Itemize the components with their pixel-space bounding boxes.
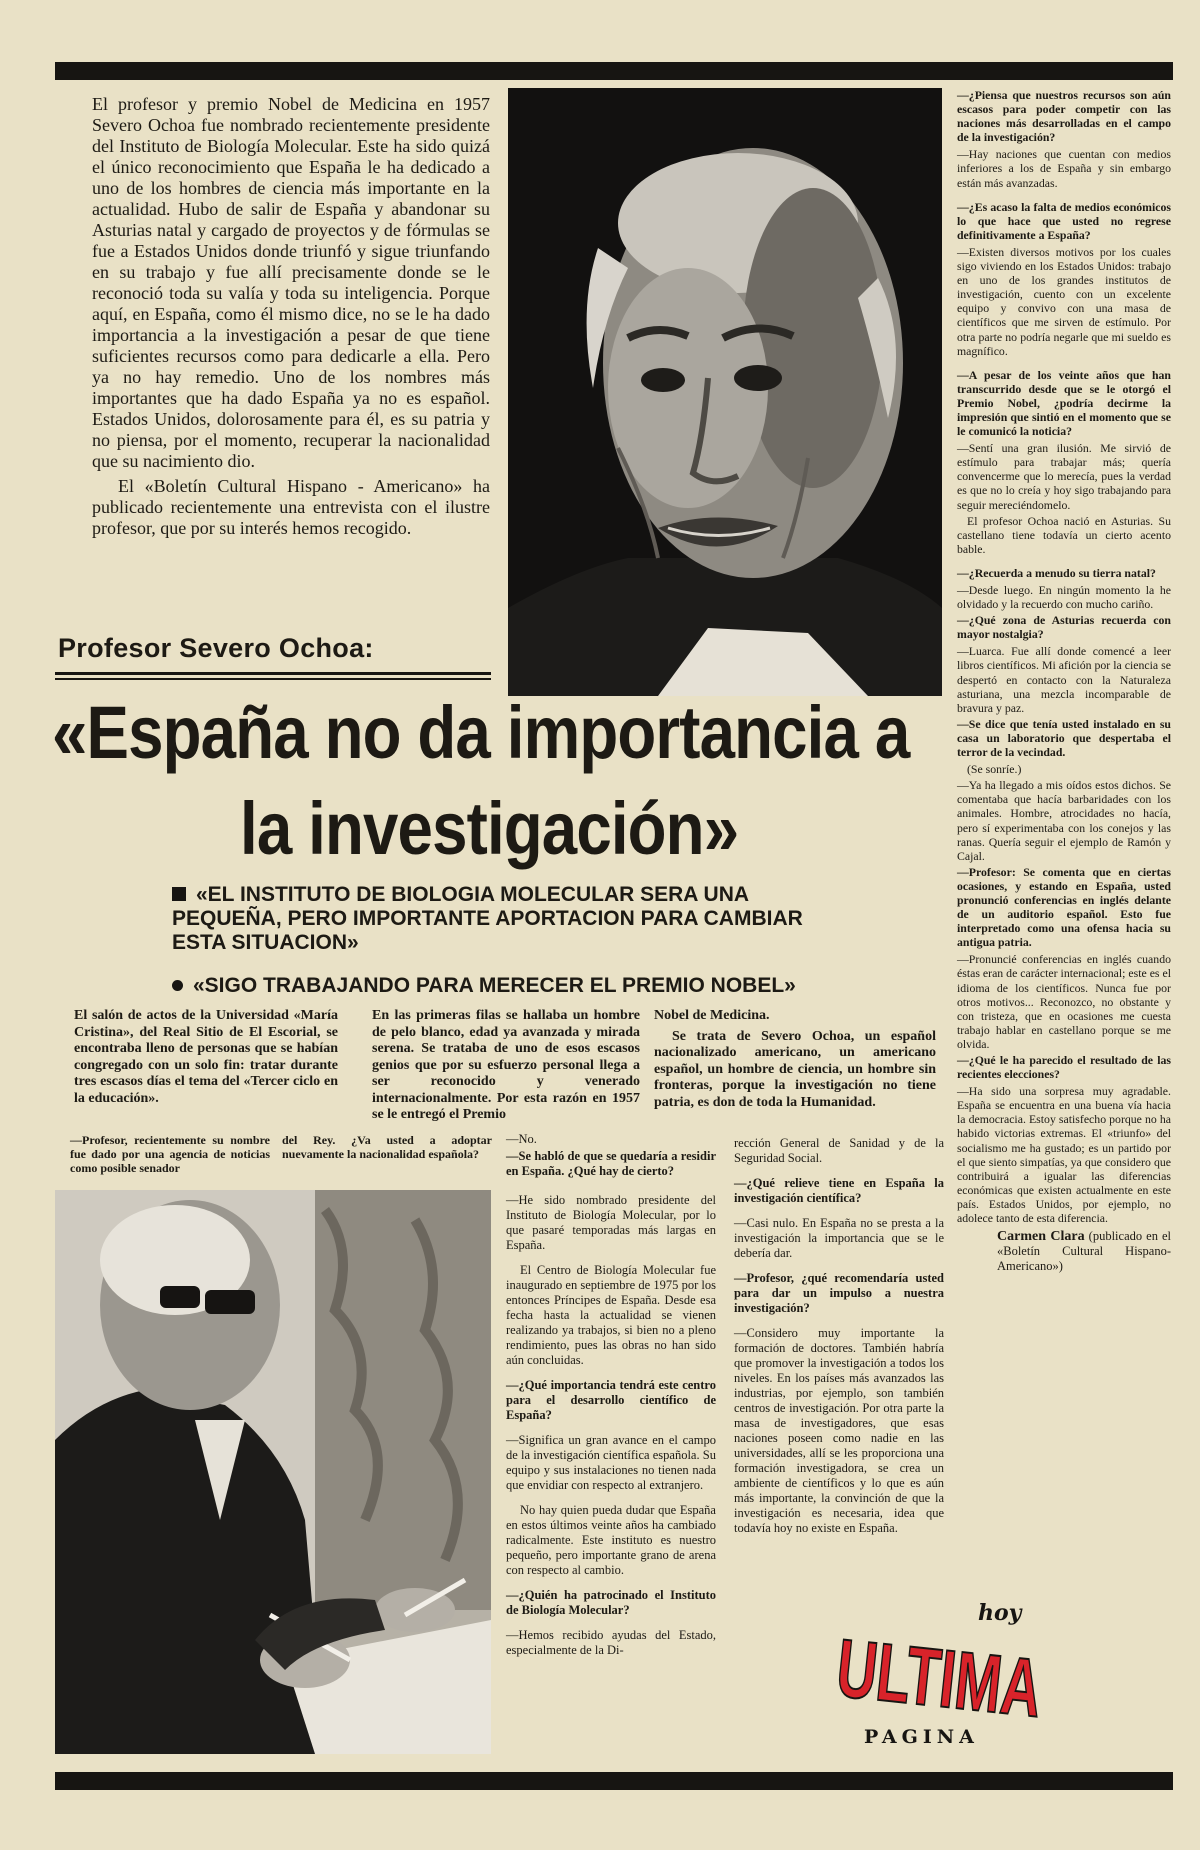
far-a2: —Existen diversos motivos por los cuales sigo viviendo en los Estados Unidos: trabajo en uno de los grandes institutos de investigación, cuento con un excelente equipo y convivo con una masa de científicos que me sirven de estímulo. Por otra parte no podría negarle que mi sueldo es magnífico. bbox=[957, 244, 1171, 358]
far-a3b: El profesor Ochoa nació en Asturias. Su castellano tiene todavía un cierto acento bable. bbox=[957, 513, 1171, 556]
ultima-hoy-logo bbox=[830, 1598, 1060, 1748]
logo-pagina: PAGINA bbox=[864, 1726, 979, 1748]
deck-1 bbox=[172, 883, 842, 955]
deck-2 bbox=[172, 974, 852, 998]
far-q6: —Se dice que tenía usted instalado en su casa un laboratorio que despertaba el terror de la vecindad. bbox=[957, 716, 1171, 760]
far-q5: —¿Qué zona de Asturias recuerda con mayor nostalgia? bbox=[957, 613, 1171, 642]
headline-line-1: «España no da importancia a bbox=[52, 691, 910, 774]
answer-patrocinio: —Hemos recibido ayudas del Estado, especialmente de la Di- bbox=[506, 1628, 716, 1657]
answer-recomendacion: —Considero muy importante la formación de doctores. También habría que promover la investigación a todos los niveles. En los países más avanzados las industrias, por ejemplo, son también centros de investigación. Por otra parte la masa de investigadores, que esas naciones poseen como nadie en las universidades, allí se les proporciona una formación investigadora, se crea un ambiente de científicos y lo que es aún más importante, la convinción de que la investigación es necesaria, idea que todavía hoy no existe en España. bbox=[734, 1326, 944, 1535]
text-centro: El Centro de Biología Molecular fue inaugurado en septiembre de 1975 por los entonces Príncipes de España. Desde esa fecha hasta la actualidad se vienen realizando ya trabajos, si bien no a pleno rendimiento, pues las obras no han sido aún concluidas. bbox=[506, 1263, 716, 1367]
answer-patrocinio-cont: rección General de Sanidad y de la Seguridad Social. bbox=[734, 1136, 944, 1165]
far-q4: —¿Recuerda a menudo su tierra natal? bbox=[957, 565, 1156, 580]
deck-2-text: «SIGO TRABAJANDO PARA MERECER EL PREMIO NOBEL» bbox=[193, 974, 796, 997]
intro-col-3-b: Se trata de Severo Ochoa, un español nacionalizado americano, un americano español, un hombre de ciencia, un hombre sin fronteras, porque la investigación no tiene patria, es don de toda la Humanidad. bbox=[654, 1028, 936, 1110]
logo-hoy: hoy bbox=[978, 1600, 1022, 1626]
far-a1: —Hay naciones que cuentan con medios inferiores a los de España y sin embargo están más avanzadas. bbox=[957, 147, 1171, 190]
far-a3: —Sentí una gran ilusión. Me sirvió de estímulo para trabajar más; quería convencerme que lo merecía, pues la verdad es que no lo creía y hoy sigo trabajando para seguir mereciéndomelo. bbox=[957, 441, 1171, 512]
far-q1: —¿Piensa que nuestros recursos son aún escasos para poder competir con las naciones más desarrolladas en el campo de la investigación? bbox=[957, 88, 1171, 145]
column-middle bbox=[506, 1132, 716, 1668]
question-patrocinio: —¿Quién ha patrocinado el Instituto de Biología Molecular? bbox=[506, 1588, 716, 1617]
far-a7: —Pronuncié conferencias en inglés cuando éstas eran de carácter internacional; este es el idioma de los científicos. Nunca fue por otros motivos... Reconozco, no obstante y con tristeza, que en ocasiones me cuesta trabajo hablar en castellano porque se me olvida. bbox=[957, 952, 1171, 1051]
answer-relieve: —Casi nulo. En España no se presta a la investigación la importancia que se le debería dar. bbox=[734, 1216, 944, 1260]
question-recomendacion: —Profesor, ¿qué recomendaría usted para dar un impulso a nuestra investigación? bbox=[734, 1271, 944, 1315]
column-right-middle bbox=[734, 1136, 944, 1546]
far-q8: —¿Qué le ha parecido el resultado de las recientes elecciones? bbox=[957, 1053, 1171, 1082]
kicker: Profesor Severo Ochoa: bbox=[58, 633, 374, 663]
intro-col-1: El salón de actos de la Universidad «María Cristina», del Real Sitio de El Escorial, se encontraba lleno de personas que se habían congregado con un solo fin: tratar durante tres escasos días el tema del «Tercer ciclo en la educación». bbox=[74, 1008, 338, 1106]
headline-line-2: la investigación» bbox=[240, 787, 739, 870]
author-name: Carmen Clara bbox=[997, 1229, 1085, 1245]
answer-residir: —He sido nombrado presidente del Instituto de Biología Molecular, por lo que pasaré temporadas más largas en España. bbox=[506, 1193, 716, 1252]
logo-ultima: ULTIMA bbox=[832, 1622, 1060, 1745]
question-senador-text: —Profesor, recientemente su nombre fue dado por una agencia de noticias como posible senador bbox=[70, 1133, 270, 1175]
top-rule bbox=[55, 62, 1173, 80]
kicker-rule-2 bbox=[55, 678, 491, 680]
far-q3: —A pesar de los veinte años que han transcurrido desde que se le otorgó el Premio Nobel, ¿podría decirme la impresión que sintió en el momento que se le comunicó la noticia? bbox=[957, 367, 1171, 439]
logo-graphic bbox=[830, 1598, 1060, 1748]
writing-image bbox=[55, 1190, 491, 1754]
question-importancia: —¿Qué importancia tendrá este centro para el desarrollo científico de España? bbox=[506, 1378, 716, 1422]
question-residir: —Se habló de que se quedaría a residir en España. ¿Qué hay de cierto? bbox=[506, 1149, 716, 1178]
intro-col-3-a: Nobel de Medicina. bbox=[654, 1008, 770, 1023]
far-q7: —Profesor: Se comenta que en ciertas ocasiones, y estando en España, usted pronunció conferencias en inglés delante de un auditorio español. Esto fue interpretado como una ofensa hacia su antigua patria. bbox=[957, 864, 1171, 950]
lead-paragraph-2: El «Boletín Cultural Hispano - Americano» ha publicado recientemente una entrevista con el ilustre profesor, que por su interés hemos recogido. bbox=[92, 476, 490, 538]
question-senador bbox=[70, 1133, 270, 1175]
far-a5: —Luarca. Fue allí donde comencé a leer libros científicos. Mi afición por la ciencia se despertó en contacto con la Naturaleza asturiana, una mezcla incomparable de bravura y paz. bbox=[957, 644, 1171, 715]
deck-1-text: «EL INSTITUTO DE BIOLOGIA MOLECULAR SERA UNA PEQUEÑA, PERO IMPORTANTE APORTACION PARA CAMBIAR ESTA SITUACION» bbox=[172, 883, 803, 954]
kicker-rule-1 bbox=[55, 672, 491, 675]
answer-importancia: —Significa un gran avance en el campo de la investigación científica española. Su equipo y sus instalaciones no tienen nada que envidiar con respecto al extranjero. bbox=[506, 1433, 716, 1492]
question-senador-cont-text: del Rey. ¿Va usted a adoptar nuevamente la nacionalidad española? bbox=[282, 1133, 492, 1161]
far-a4: —Desde luego. En ningún momento la he olvidado y la recuerdo con mucho cariño. bbox=[957, 583, 1171, 612]
round-bullet-icon bbox=[172, 980, 183, 991]
question-relieve: —¿Qué relieve tiene en España la investigación científica? bbox=[734, 1176, 944, 1205]
column-far-right bbox=[957, 88, 1171, 1284]
portrait-photo bbox=[508, 88, 942, 696]
lead-text bbox=[92, 94, 490, 539]
byline bbox=[957, 1229, 1171, 1274]
portrait-image bbox=[508, 88, 942, 696]
intro-col-2: En las primeras filas se hallaba un hombre de pelo blanco, edad ya avanzada y mirada serena. Se trataba de uno de esos escasos genios que por su esfuerzo personal llega a ser reconocido y venerado internacionalmente. Por esta razón en 1957 se le entregó el Premio bbox=[372, 1008, 640, 1122]
question-senador-cont bbox=[282, 1133, 492, 1161]
answer-no: —No. bbox=[506, 1132, 537, 1146]
lead-paragraph-1: El profesor y premio Nobel de Medicina en 1957 Severo Ochoa fue nombrado recientemente presidente del Instituto de Biología Molecular. Este ha sido quizá el único reconocimiento que España le ha dedicado a uno de los hombres de ciencia más importante en la actualidad. Hubo de salir de España y abandonar su Asturias natal y cargado de proyectos y de fórmulas se fue a Estados Unidos donde triunfó y sigue triunfando en su trabajo y fue allí precisamente donde se le reconoció toda su valía y toda su inteligencia. Porque aquí, en España, como él mismo dice, no se le ha dado importancia a la investigación a pesar de que tiene suficientes recursos como para dedicarle a ella. Pero ya no hay remedio. Uno de los nombres más importantes que ha dado España ya no es español. Estados Unidos, dolorosamente para él, es su patria y no piensa, por el momento, recuperar la nacionalidad que su nacimiento dio. bbox=[92, 94, 490, 471]
writing-photo bbox=[55, 1190, 491, 1754]
far-a6: —Ya ha llegado a mis oídos estos dichos. Se comentaba que hacía barbaridades con los animales. Hombre, atrocidades no hacía, pero sí experimentaba con los conejos y las ranas. Quería seguir el ejemplo de Ramón y Cajal. bbox=[957, 778, 1171, 863]
far-a8: —Ha sido una sorpresa muy agradable. España se encuentra en una buena vía hacia la democracia. Estoy satisfecho porque no ha habido victorias extremas. El «triunfo» del socialismo me ha gustado; es un partido por el que siento simpatías, ya que considero que contribuirá a igualar las diferencias económicas que existen actualmente en este país. Estados Unidos, por ejemplo, no adolece tanto de esta diferencia. bbox=[957, 1084, 1171, 1226]
intro-col-3 bbox=[654, 1008, 936, 1111]
text-cambio: No hay quien pueda dudar que España en estos últimos veinte años ha cambiado radicalmente. Este instituto es nuestro pequeño, pero importante grano de arena con respecto al cambio. bbox=[506, 1503, 716, 1577]
square-bullet-icon bbox=[172, 887, 186, 901]
far-a6a: (Se sonríe.) bbox=[967, 762, 1022, 777]
publication-credit: (publicado en el «Boletín Cultural Hispano-Americano») bbox=[997, 1229, 1172, 1274]
bottom-rule bbox=[55, 1772, 1173, 1790]
far-q2: —¿Es acaso la falta de medios económicos lo que hace que usted no regrese definitivamente a España? bbox=[957, 199, 1171, 242]
